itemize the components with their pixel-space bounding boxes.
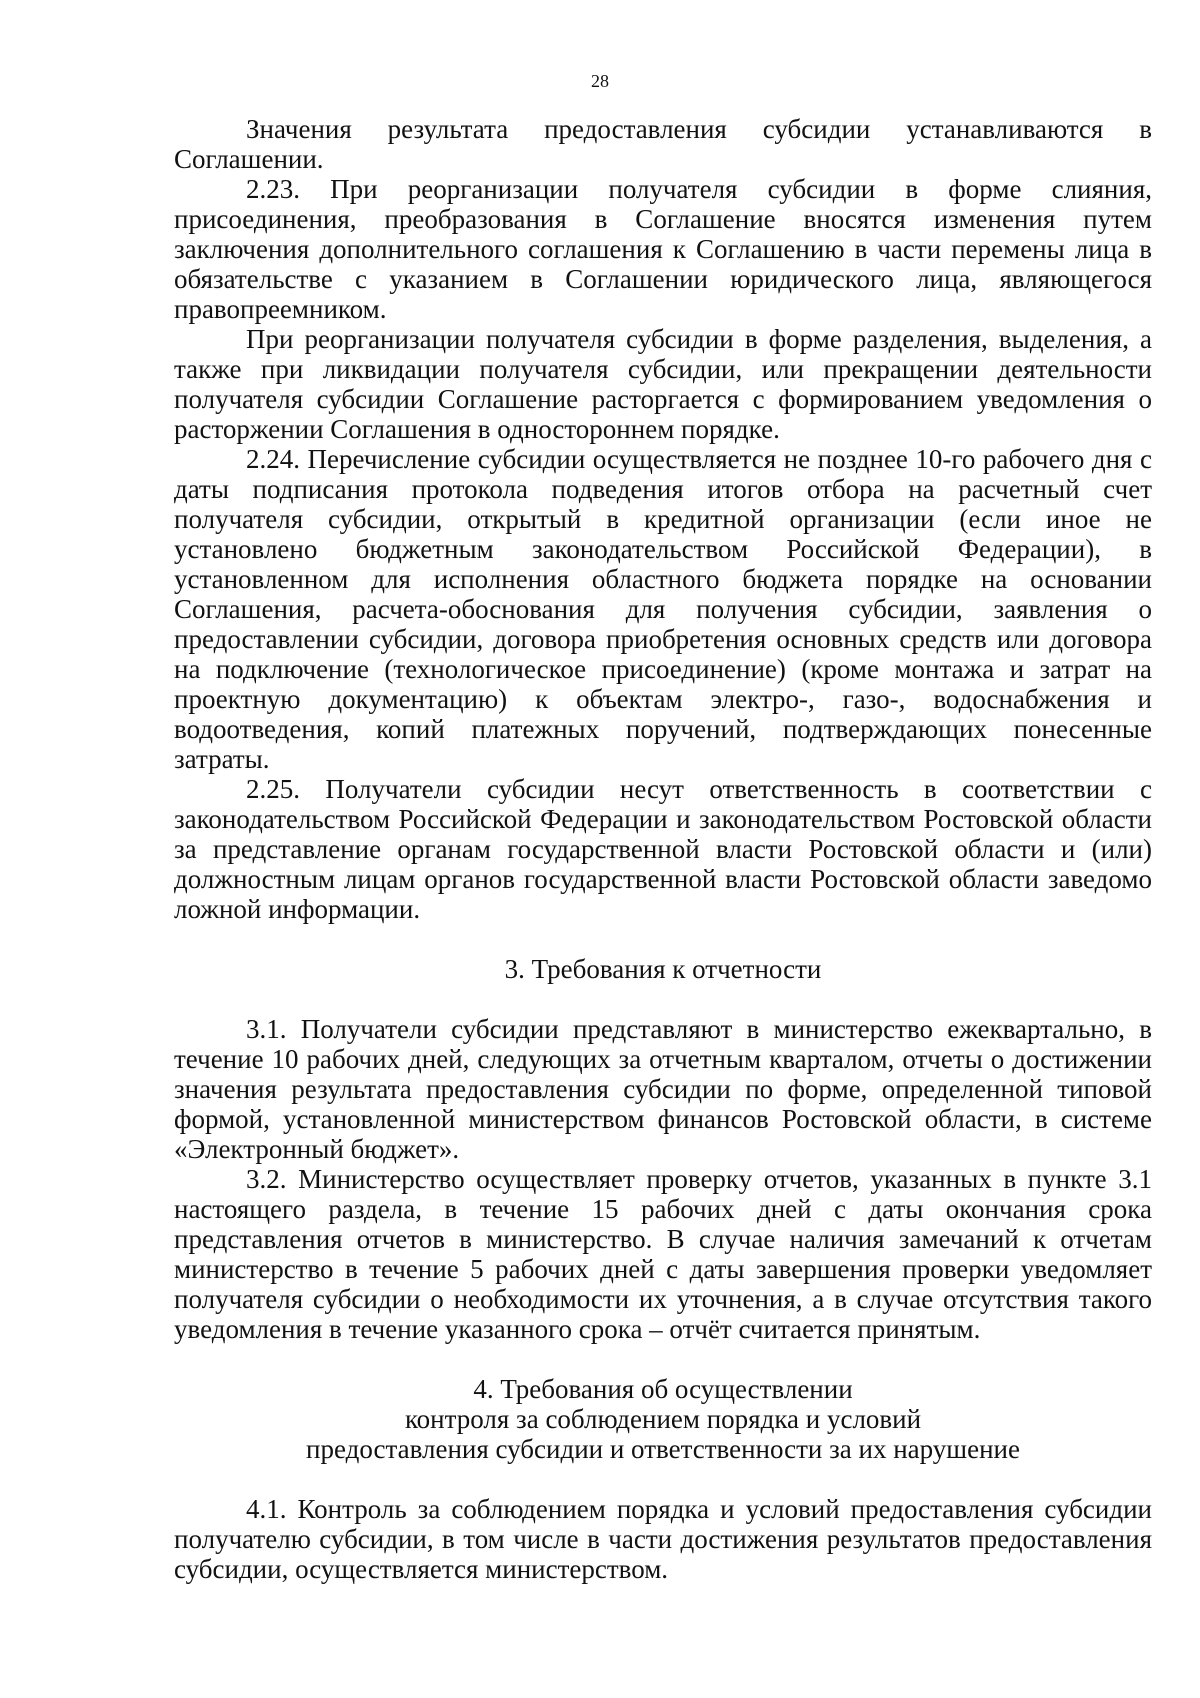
paragraph-2-25: 2.25. Получатели субсидии несут ответственность в соответствии с законодательством Российской Федерации и законодательством Ростовской области за представление органам государственной власти Ростовской области и (или) должностным лицам органов государственной власти Ростовской области заведомо ложной информации. bbox=[174, 774, 1152, 924]
page-number: 28 bbox=[591, 71, 609, 91]
document-body bbox=[174, 114, 1152, 1584]
paragraph-2-24: 2.24. Перечисление субсидии осуществляется не позднее 10-го рабочего дня с даты подписания протокола подведения итогов отбора на расчетный счет получателя субсидии, открытый в кредитной организации (если иное не установлено бюджетным законодательством Российской Федерации), в установленном для исполнения областного бюджета порядке на основании Соглашения, расчета-обоснования для получения субсидии, заявления о предоставлении субсидии, договора приобретения основных средств или договора на подключение (технологическое присоединение) (кроме монтажа и затрат на проектную документацию) к объектам электро-, газо-, водоснабжения и водоотведения, копий платежных поручений, подтверждающих понесенные затраты. bbox=[174, 444, 1152, 774]
paragraph-result-values: Значения результата предоставления субсидии устанавливаются в Соглашении. bbox=[174, 114, 1152, 174]
section-4-heading-line-2: контроля за соблюдением порядка и условий bbox=[404, 1404, 922, 1434]
section-4-heading-line-3: предоставления субсидии и ответственности за их нарушение bbox=[306, 1434, 1020, 1464]
paragraph-3-2: 3.2. Министерство осуществляет проверку отчетов, указанных в пункте 3.1 настоящего раздела, в течение 15 рабочих дней с даты окончания срока представления отчетов в министерство. В случае наличия замечаний к отчетам министерство в течение 5 рабочих дней с даты завершения проверки уведомляет получателя субсидии о необходимости их уточнения, а в случае отсутствия такого уведомления в течение указанного срока – отчёт считается принятым. bbox=[174, 1164, 1152, 1344]
paragraph-3-1: 3.1. Получатели субсидии представляют в министерство ежеквартально, в течение 10 рабочих дней, следующих за отчетным кварталом, отчеты о достижении значения результата предоставления субсидии по форме, определенной типовой формой, установленной министерством финансов Ростовской области, в системе «Электронный бюджет». bbox=[174, 1014, 1152, 1164]
paragraph-2-23: 2.23. При реорганизации получателя субсидии в форме слияния, присоединения, преобразования в Соглашение вносятся изменения путем заключения дополнительного соглашения к Соглашению в части перемены лица в обязательстве с указанием в Соглашении юридического лица, являющегося правопреемником. bbox=[174, 174, 1152, 324]
section-3-heading: 3. Требования к отчетности bbox=[504, 954, 822, 984]
paragraph-reorganization-termination: При реорганизации получателя субсидии в форме разделения, выделения, а также при ликвидации получателя субсидии, или прекращении деятельности получателя субсидии Соглашение расторгается с формированием уведомления о расторжении Соглашения в одностороннем порядке. bbox=[174, 324, 1152, 444]
paragraph-4-1: 4.1. Контроль за соблюдением порядка и условий предоставления субсидии получателю субсидии, в том числе в части достижения результатов предоставления субсидии, осуществляется министерством. bbox=[174, 1494, 1152, 1584]
section-4-heading-line-1: 4. Требования об осуществлении bbox=[473, 1374, 853, 1404]
section-4-heading bbox=[174, 1374, 1152, 1464]
